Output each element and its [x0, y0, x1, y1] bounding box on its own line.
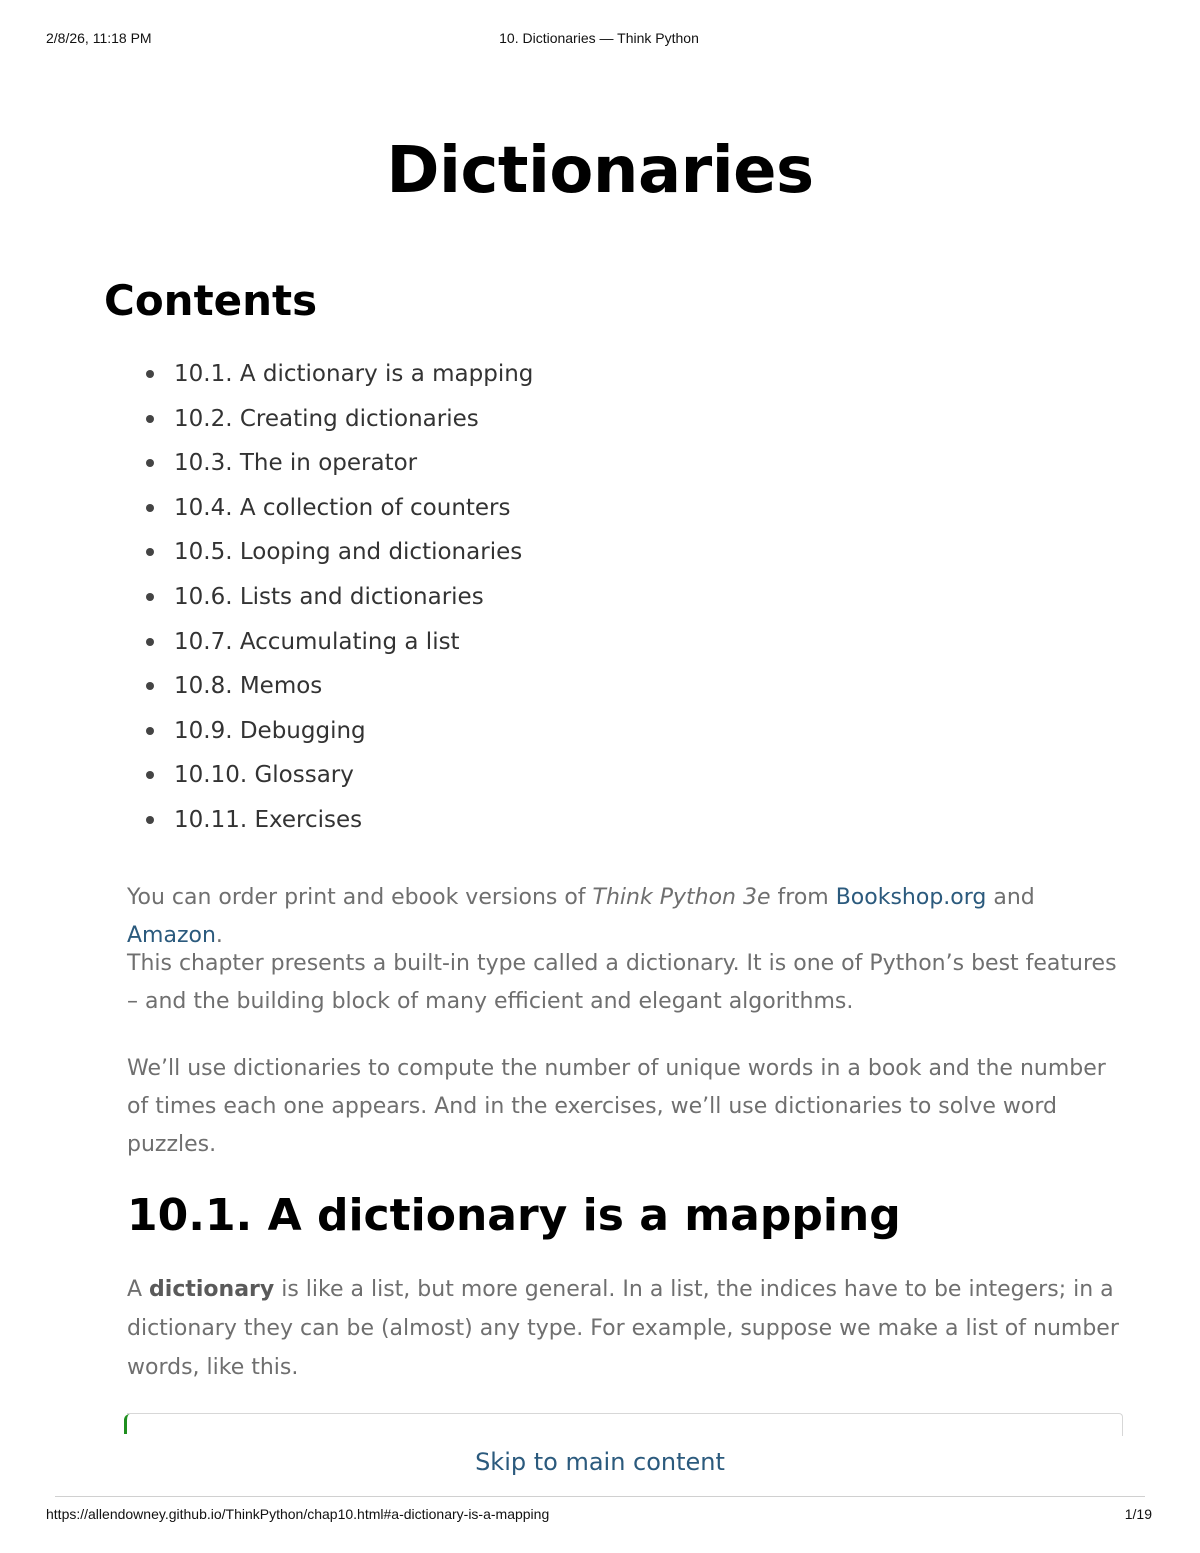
toc-item[interactable]: 10.8. Memos — [174, 666, 533, 711]
toc-item[interactable]: 10.1. A dictionary is a mapping — [174, 354, 533, 399]
term-dictionary: dictionary — [149, 1277, 275, 1302]
print-url: https://allendowney.github.io/ThinkPython/chap10.html#a-dictionary-is-a-mapping — [46, 1506, 550, 1522]
print-header — [46, 30, 1152, 46]
skip-to-content-link[interactable]: Skip to main content — [475, 1448, 725, 1476]
intro-paragraph: This chapter presents a built-in type called a dictionary. It is one of Python’s best features – and the building block of many efficient and elegant algorithms. — [127, 951, 1117, 1014]
bookshop-link[interactable]: Bookshop.org — [835, 885, 987, 910]
print-footer — [46, 1506, 1152, 1522]
table-of-contents — [174, 354, 533, 845]
footer-divider — [55, 1496, 1145, 1497]
print-page-title: 10. Dictionaries — Think Python — [499, 30, 699, 46]
toc-item[interactable]: 10.5. Looping and dictionaries — [174, 532, 533, 577]
toc-item[interactable]: 10.9. Debugging — [174, 711, 533, 756]
toc-item[interactable]: 10.4. A collection of counters — [174, 488, 533, 533]
section-heading: 10.1. A dictionary is a mapping — [127, 1190, 901, 1241]
toc-item[interactable]: 10.10. Glossary — [174, 755, 533, 800]
toc-item[interactable]: 10.7. Accumulating a list — [174, 622, 533, 667]
order-prefix: You can order print and ebook versions of — [127, 885, 593, 910]
toc-item[interactable]: 10.6. Lists and dictionaries — [174, 577, 533, 622]
book-title: Think Python 3e — [592, 885, 771, 910]
order-end: . — [215, 923, 223, 948]
print-page-number: 1/19 — [1124, 1506, 1152, 1522]
toc-item[interactable]: 10.2. Creating dictionaries — [174, 399, 533, 444]
section-rest: is like a list, but more general. In a list, the indices have to be integers; in a dictionary they can be (almost) any type. For example, suppose we make a list of number words, like this. — [127, 1277, 1119, 1380]
print-datetime: 2/8/26, 11:18 PM — [46, 30, 152, 46]
toc-item[interactable]: 10.11. Exercises — [174, 800, 533, 845]
toc-item[interactable]: 10.3. The in operator — [174, 443, 533, 488]
code-cell-marker — [124, 1414, 133, 1434]
order-paragraph — [127, 879, 1127, 955]
order-from: from — [770, 885, 836, 910]
contents-heading: Contents — [104, 276, 318, 325]
order-and: and — [986, 885, 1035, 910]
section-prefix: A — [127, 1277, 150, 1302]
code-cell — [127, 1413, 1123, 1436]
amazon-link[interactable]: Amazon — [127, 923, 216, 948]
page-title: Dictionaries — [386, 134, 814, 208]
section-paragraph — [127, 1270, 1127, 1387]
intro-paragraph-2: We’ll use dictionaries to compute the number of unique words in a book and the number of times each one appears. And in the exercises, we’ll use dictionaries to solve word puzzles. — [127, 1056, 1106, 1157]
